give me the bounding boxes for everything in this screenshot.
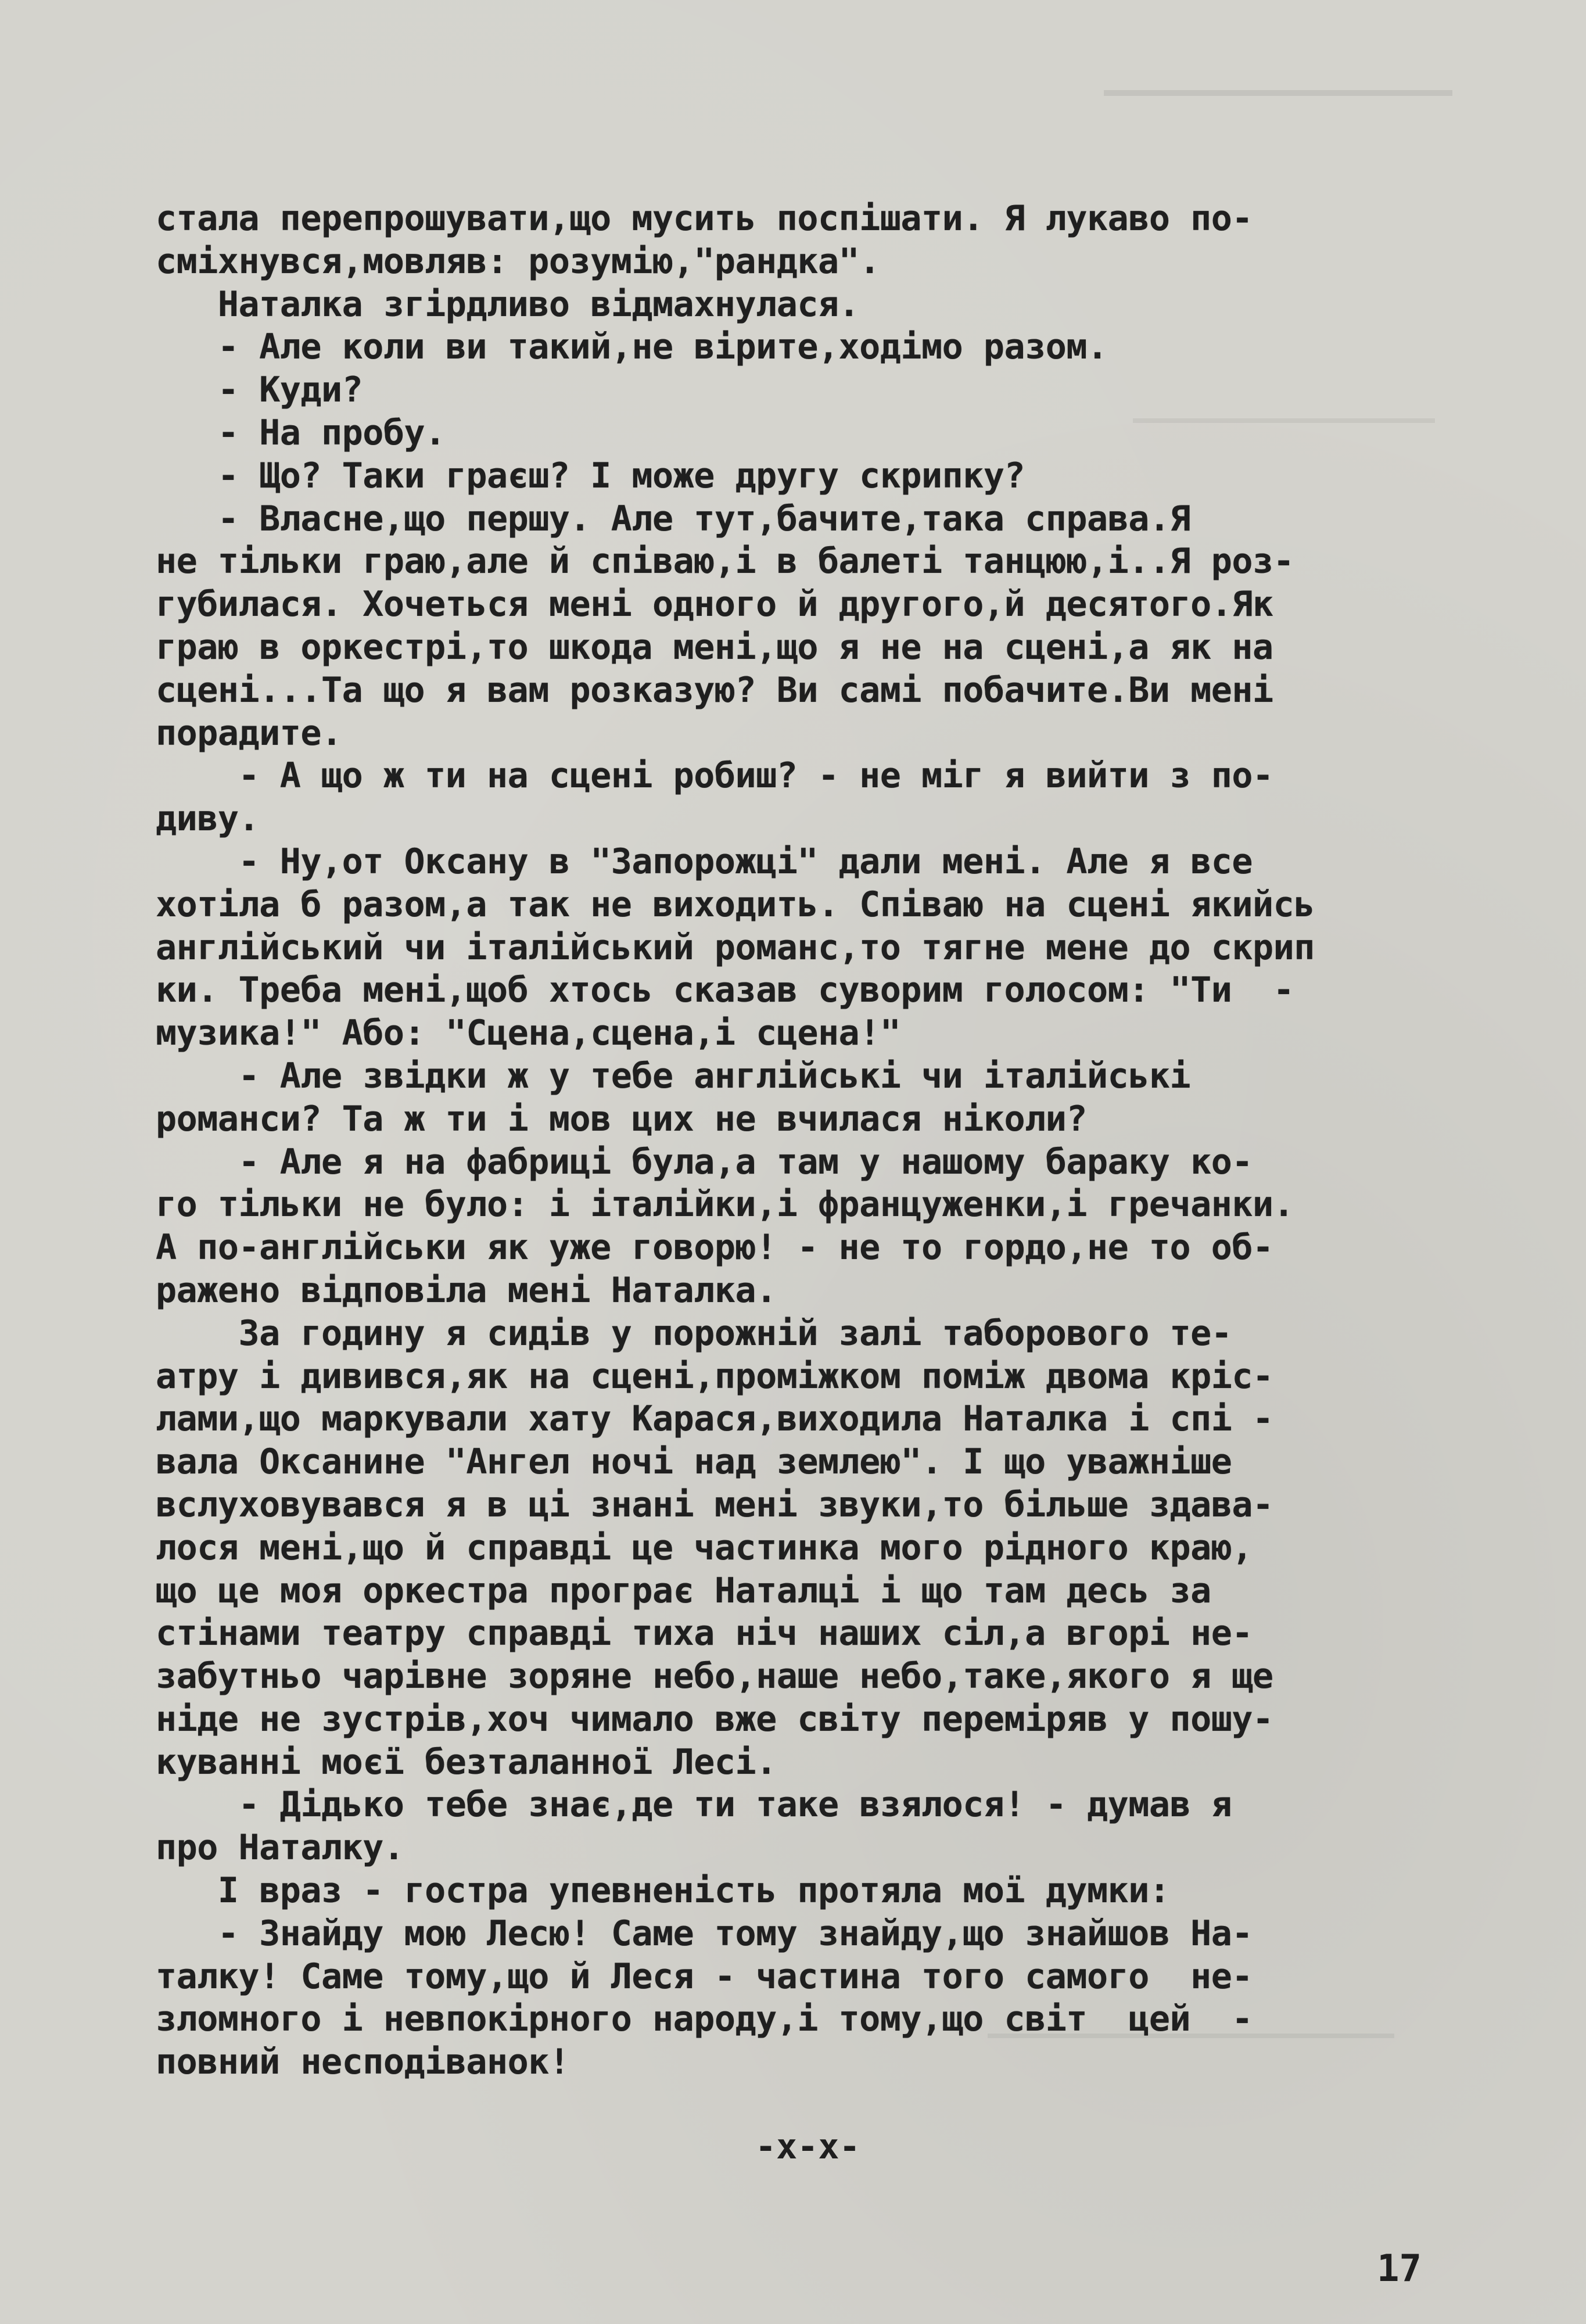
text-line: лося мені,що й справді це частинка мого рідного краю, (156, 1527, 1253, 1568)
typewritten-text (156, 198, 1527, 2084)
text-line: талку! Саме тому,що й Леся - частина того самого не- (156, 1956, 1253, 1997)
text-line: зломного і невпокірного народу,і тому,що світ цей - (156, 1999, 1253, 2040)
text-line: - Але коли ви такий,не вірите,ходімо разом. (156, 327, 1108, 368)
text-line: забутньо чарівне зоряне небо,наше небо,таке,якого я ще (156, 1656, 1273, 1697)
text-line: про Наталку. (156, 1827, 404, 1868)
text-line: диву. (156, 798, 260, 840)
text-line: - Власне,що першу. Але тут,бачите,така справа.Я (156, 498, 1191, 539)
text-line: атру і дивився,як на сцені,проміжком поміж двома кріс- (156, 1355, 1273, 1397)
text-line: Наталка згірдливо відмахнулася. (156, 284, 860, 325)
text-line: куванні моєї безталанної Лесі. (156, 1741, 777, 1783)
text-line: граю в оркестрі,то шкода мені,що я не на сцені,а як на (156, 626, 1273, 668)
text-line: порадите. (156, 712, 342, 754)
text-line: - Дідько тебе знає,де ти таке взялося! - думав я (156, 1784, 1232, 1826)
text-line: - Знайду мою Лесю! Саме тому знайду,що знайшов На- (156, 1913, 1253, 1954)
text-line: сміхнувся,мовляв: розумію,"рандка". (156, 241, 880, 282)
text-line: що це моя оркестра програє Наталці і що там десь за (156, 1570, 1211, 1611)
text-line: ніде не зустрів,хоч чимало вже світу переміряв у пошу- (156, 1698, 1273, 1740)
text-line: не тільки граю,але й співаю,і в балеті танцюю,і..Я роз- (156, 541, 1294, 582)
text-line: ки. Треба мені,щоб хтось сказав суворим голосом: "Ти - (156, 970, 1294, 1011)
text-line: - Але звідки ж у тебе англійські чи італійські (156, 1055, 1191, 1096)
text-line: За годину я сидів у порожній залі таборового те- (156, 1312, 1232, 1354)
text-line: романси? Та ж ти і мов цих не вчилася ніколи? (156, 1098, 1088, 1139)
text-line: губилася. Хочеться мені одного й другого,й десятого.Як (156, 584, 1273, 625)
page-number: 17 (1377, 2247, 1422, 2290)
text-line: го тільки не було: і італійки,і француженки,і гречанки. (156, 1184, 1294, 1225)
text-line: ражено відповіла мені Наталка. (156, 1269, 777, 1311)
text-line: вала Оксанине "Ангел ночі над землею". І що уважніше (156, 1441, 1232, 1483)
text-line: повний несподіванок! (156, 2042, 570, 2083)
text-line: - Ну,от Оксану в "Запорожці" дали мені. Але я все (156, 841, 1253, 882)
text-line: - Що? Таки граєш? І може другу скрипку? (156, 455, 1025, 496)
text-line: вслуховувався я в ці знані мені звуки,то більше здава- (156, 1484, 1273, 1525)
text-line: англійський чи італійський романс,то тягне мене до скрип (156, 927, 1315, 968)
text-line: лами,що маркували хату Карася,виходила Наталка і спі - (156, 1398, 1273, 1440)
section-separator: -x-x- (755, 2126, 860, 2167)
text-line: хотіла б разом,а так не виходить. Співаю на сцені якийсь (156, 884, 1315, 925)
text-line: - А що ж ти на сцені робиш? - не міг я вийти з по- (156, 755, 1273, 797)
text-line: - На пробу. (156, 412, 446, 453)
text-line: - Але я на фабриці була,а там у нашому бараку ко- (156, 1141, 1253, 1182)
text-line: А по-англійськи як уже говорю! - не то гордо,не то об- (156, 1227, 1273, 1268)
text-line: стінами театру справді тиха ніч наших сіл,а вгорі не- (156, 1613, 1253, 1654)
text-line: - Куди? (156, 370, 363, 411)
bleed-through-mark (1104, 55, 1452, 96)
text-line: сцені...Та що я вам розказую? Ви самі побачите.Ви мені (156, 669, 1273, 711)
text-line: І враз - гостра упевненість протяла мої думки: (156, 1870, 1170, 1911)
text-line: стала перепрошувати,що мусить поспішати. Я лукаво по- (156, 198, 1253, 239)
text-line: музика!" Або: "Сцена,сцена,і сцена!" (156, 1013, 901, 1054)
